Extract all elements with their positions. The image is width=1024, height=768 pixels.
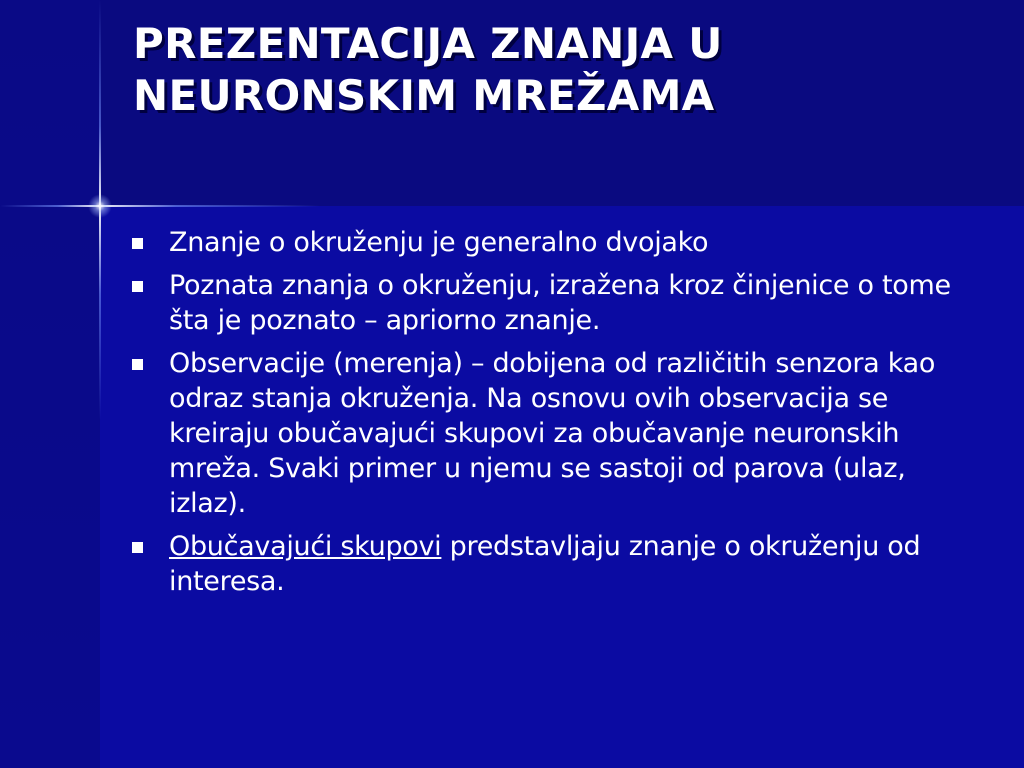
- bullet-item: [132, 225, 967, 260]
- training-sets-link[interactable]: Obučavajući skupovi: [169, 531, 442, 562]
- decorative-horizontal-line: [0, 205, 320, 207]
- sparkle-decoration: [88, 194, 112, 218]
- slide-title-line-2: NEURONSKIM MREŽAMA: [133, 71, 715, 120]
- left-band: [0, 0, 100, 768]
- square-bullet-icon: [132, 238, 143, 249]
- bullet-text: Znanje o okruženju je generalno dvojako: [169, 227, 709, 258]
- slide-title-line-1: PREZENTACIJA ZNANJA U: [133, 19, 723, 68]
- square-bullet-icon: [132, 542, 143, 553]
- slide-title: [133, 18, 993, 122]
- bullet-text: Observacije (merenja) – dobijena od različitih senzora kao odraz stanja okruženja. Na osnovu ovih observacija se kreiraju obučavajući skupovi za obučavanje neuronskih mreža. Svaki primer u njemu se sastoji od parova (ulaz, izlaz).: [169, 348, 936, 519]
- bullet-list: [132, 225, 967, 607]
- square-bullet-icon: [132, 281, 143, 292]
- bullet-item: [132, 346, 967, 521]
- bullet-item: [132, 268, 967, 338]
- bullet-text: predstavljaju znanje o okruženju od interesa.: [169, 531, 921, 597]
- bullet-text: Poznata znanja o okruženju, izražena kroz činjenice o tome šta je poznato – apriorno znanje.: [169, 270, 951, 336]
- bullet-item: [132, 529, 967, 599]
- square-bullet-icon: [132, 359, 143, 370]
